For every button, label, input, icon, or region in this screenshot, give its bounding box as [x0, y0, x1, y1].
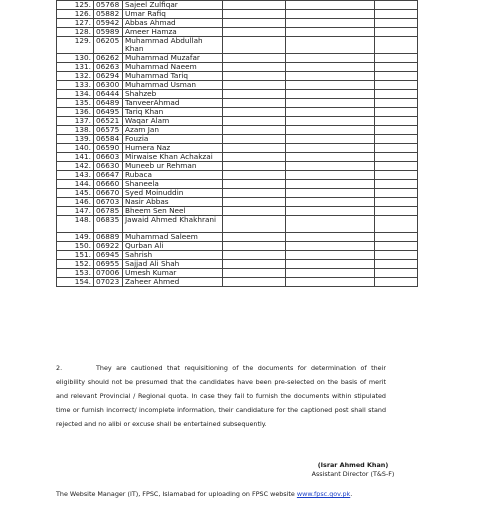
empty-cell	[223, 10, 286, 19]
footer-text: The Website Manager (IT), FPSC, Islamabad for uploading on FPSC website	[56, 490, 297, 498]
serial-number-cell: 141.	[57, 153, 94, 162]
empty-cell	[286, 108, 375, 117]
table-row	[57, 99, 418, 108]
empty-cell	[286, 63, 375, 72]
empty-cell	[286, 153, 375, 162]
paragraph-text: They are cautioned that requisitioning of the documents for determination of their eligibility should not be presumed that the candidates have been pre-selected on the basis of merit and relevant Provincial / Regional quota. In case they fail to furnish the documents within stipulated time or furnish incorrect/ incomplete information, their candidature for the captioned post shall stand rejected and no alibi or excuse shall be entertained subsequently.	[56, 364, 386, 428]
roll-number-cell: 06489	[94, 99, 123, 108]
table-row	[57, 180, 418, 189]
table-row	[57, 19, 418, 28]
empty-cell	[375, 278, 418, 287]
empty-cell	[286, 117, 375, 126]
empty-cell	[223, 1, 286, 10]
empty-cell	[375, 10, 418, 19]
website-link[interactable]: www.fpsc.gov.pk	[296, 490, 351, 498]
empty-cell	[375, 81, 418, 90]
empty-cell	[286, 135, 375, 144]
candidate-name-cell: Fouzia	[123, 135, 223, 144]
empty-cell	[223, 144, 286, 153]
candidate-name-cell: Sajeel Zulfiqar	[123, 1, 223, 10]
table-row	[57, 242, 418, 251]
empty-cell	[286, 278, 375, 287]
serial-number-cell: 152.	[57, 260, 94, 269]
candidate-name-cell: Ameer Hamza	[123, 28, 223, 37]
signatory-name: (Israr Ahmed Khan)	[317, 461, 389, 469]
empty-cell	[375, 198, 418, 207]
roll-number-cell: 06670	[94, 189, 123, 198]
empty-cell	[286, 10, 375, 19]
empty-cell	[223, 180, 286, 189]
empty-cell	[223, 54, 286, 63]
table-row	[57, 207, 418, 216]
serial-number-cell: 149.	[57, 233, 94, 242]
empty-cell	[286, 81, 375, 90]
empty-cell	[286, 162, 375, 171]
empty-cell	[286, 126, 375, 135]
table-row	[57, 72, 418, 81]
roll-number-cell: 06263	[94, 63, 123, 72]
empty-cell	[223, 269, 286, 278]
serial-number-cell: 146.	[57, 198, 94, 207]
table-row	[57, 63, 418, 72]
serial-number-cell: 136.	[57, 108, 94, 117]
empty-cell	[223, 216, 286, 233]
serial-number-cell: 153.	[57, 269, 94, 278]
empty-cell	[223, 37, 286, 54]
empty-cell	[375, 269, 418, 278]
caution-paragraph	[56, 361, 386, 431]
signature-block	[305, 461, 401, 479]
serial-number-cell: 125.	[57, 1, 94, 10]
empty-cell	[375, 144, 418, 153]
empty-cell	[286, 90, 375, 99]
serial-number-cell: 130.	[57, 54, 94, 63]
empty-cell	[375, 37, 418, 54]
candidate-name-cell: Muhammad Muzafar	[123, 54, 223, 63]
empty-cell	[223, 28, 286, 37]
serial-number-cell: 126.	[57, 10, 94, 19]
serial-number-cell: 143.	[57, 171, 94, 180]
empty-cell	[375, 90, 418, 99]
empty-cell	[223, 117, 286, 126]
table-row	[57, 135, 418, 144]
table-row	[57, 162, 418, 171]
table-row	[57, 144, 418, 153]
empty-cell	[223, 260, 286, 269]
serial-number-cell: 128.	[57, 28, 94, 37]
roll-number-cell: 06300	[94, 81, 123, 90]
empty-cell	[223, 233, 286, 242]
table-row	[57, 278, 418, 287]
serial-number-cell: 131.	[57, 63, 94, 72]
serial-number-cell: 127.	[57, 19, 94, 28]
serial-number-cell: 151.	[57, 251, 94, 260]
empty-cell	[223, 81, 286, 90]
serial-number-cell: 145.	[57, 189, 94, 198]
candidate-name-cell: Shahzeb	[123, 90, 223, 99]
roll-number-cell: 06575	[94, 126, 123, 135]
roll-number-cell: 05882	[94, 10, 123, 19]
table-row	[57, 54, 418, 63]
roll-number-cell: 06889	[94, 233, 123, 242]
candidate-name-cell: Mirwaise Khan Achakzai	[123, 153, 223, 162]
empty-cell	[223, 251, 286, 260]
empty-cell	[286, 19, 375, 28]
table-row	[57, 90, 418, 99]
empty-cell	[223, 63, 286, 72]
empty-cell	[375, 216, 418, 233]
candidate-name-cell: Muhammad Naeem	[123, 63, 223, 72]
roll-number-cell: 06630	[94, 162, 123, 171]
roll-number-cell: 06521	[94, 117, 123, 126]
serial-number-cell: 139.	[57, 135, 94, 144]
serial-number-cell: 154.	[57, 278, 94, 287]
candidate-name-cell: Nasir Abbas	[123, 198, 223, 207]
empty-cell	[223, 198, 286, 207]
roll-number-cell: 05768	[94, 1, 123, 10]
serial-number-cell: 150.	[57, 242, 94, 251]
table-row	[57, 28, 418, 37]
candidate-name-cell: Syed Moinuddin	[123, 189, 223, 198]
signatory-designation: Assistant Director (T&S-F)	[311, 470, 395, 478]
empty-cell	[375, 162, 418, 171]
roll-number-cell: 06262	[94, 54, 123, 63]
empty-cell	[375, 180, 418, 189]
candidate-name-cell: Zaheer Ahmed	[123, 278, 223, 287]
roll-number-cell: 06590	[94, 144, 123, 153]
empty-cell	[286, 72, 375, 81]
candidate-name-cell: Muneeb ur Rehman	[123, 162, 223, 171]
table-row	[57, 171, 418, 180]
roll-number-cell: 05989	[94, 28, 123, 37]
empty-cell	[286, 242, 375, 251]
empty-cell	[286, 269, 375, 278]
roll-number-cell: 06945	[94, 251, 123, 260]
roll-number-cell: 07006	[94, 269, 123, 278]
empty-cell	[286, 28, 375, 37]
paragraph-number: 2.	[56, 364, 63, 372]
empty-cell	[375, 117, 418, 126]
empty-cell	[286, 99, 375, 108]
empty-cell	[375, 126, 418, 135]
empty-cell	[375, 63, 418, 72]
empty-cell	[223, 171, 286, 180]
empty-cell	[286, 54, 375, 63]
empty-cell	[375, 1, 418, 10]
roll-number-cell: 05942	[94, 19, 123, 28]
candidate-name-cell: Muhammad Usman	[123, 81, 223, 90]
serial-number-cell: 148.	[57, 216, 94, 233]
candidate-name-cell: Waqar Alam	[123, 117, 223, 126]
empty-cell	[286, 1, 375, 10]
table-row	[57, 269, 418, 278]
candidate-name-cell: Muhammad Tariq	[123, 72, 223, 81]
empty-cell	[375, 233, 418, 242]
serial-number-cell: 132.	[57, 72, 94, 81]
empty-cell	[286, 233, 375, 242]
serial-number-cell: 129.	[57, 37, 94, 54]
roll-number-cell: 06444	[94, 90, 123, 99]
roll-number-cell: 06205	[94, 37, 123, 54]
empty-cell	[375, 207, 418, 216]
empty-cell	[223, 90, 286, 99]
empty-cell	[375, 19, 418, 28]
candidates-table	[56, 0, 418, 287]
table-row	[57, 1, 418, 10]
empty-cell	[286, 216, 375, 233]
serial-number-cell: 138.	[57, 126, 94, 135]
candidate-name-cell: Shaneela	[123, 180, 223, 189]
empty-cell	[375, 28, 418, 37]
empty-cell	[223, 242, 286, 251]
empty-cell	[223, 72, 286, 81]
roll-number-cell: 06584	[94, 135, 123, 144]
table-row	[57, 153, 418, 162]
empty-cell	[286, 144, 375, 153]
empty-cell	[375, 242, 418, 251]
table-row	[57, 10, 418, 19]
empty-cell	[375, 54, 418, 63]
candidate-name-cell: Sajjad Ali Shah	[123, 260, 223, 269]
empty-cell	[286, 260, 375, 269]
empty-cell	[286, 189, 375, 198]
empty-cell	[375, 189, 418, 198]
empty-cell	[286, 37, 375, 54]
serial-number-cell: 147.	[57, 207, 94, 216]
candidate-name-cell: Muhammad Saleem	[123, 233, 223, 242]
empty-cell	[223, 99, 286, 108]
candidate-name-cell: Qurban Ali	[123, 242, 223, 251]
empty-cell	[375, 171, 418, 180]
roll-number-cell: 06294	[94, 72, 123, 81]
empty-cell	[375, 108, 418, 117]
empty-cell	[375, 251, 418, 260]
candidate-name-cell: Bheem Sen Neel	[123, 207, 223, 216]
serial-number-cell: 137.	[57, 117, 94, 126]
table-row	[57, 126, 418, 135]
table-row	[57, 233, 418, 242]
empty-cell	[223, 153, 286, 162]
table-row	[57, 189, 418, 198]
empty-cell	[286, 207, 375, 216]
roll-number-cell: 06922	[94, 242, 123, 251]
serial-number-cell: 144.	[57, 180, 94, 189]
table-row	[57, 117, 418, 126]
empty-cell	[223, 162, 286, 171]
candidate-name-cell: Muhammad Abdullah Khan	[123, 37, 223, 54]
empty-cell	[375, 260, 418, 269]
empty-cell	[286, 251, 375, 260]
candidate-name-cell: Abbas Ahmad	[123, 19, 223, 28]
table-row	[57, 108, 418, 117]
empty-cell	[375, 99, 418, 108]
table-row	[57, 198, 418, 207]
candidate-name-cell: Tariq Khan	[123, 108, 223, 117]
candidate-name-cell: Rubaca	[123, 171, 223, 180]
serial-number-cell: 142.	[57, 162, 94, 171]
table-row	[57, 216, 418, 233]
candidates-table-body	[57, 1, 418, 287]
empty-cell	[286, 180, 375, 189]
candidate-name-cell: Jawaid Ahmed Khakhrani	[123, 216, 223, 233]
roll-number-cell: 06703	[94, 198, 123, 207]
empty-cell	[286, 171, 375, 180]
candidate-name-cell: Umesh Kumar	[123, 269, 223, 278]
serial-number-cell: 134.	[57, 90, 94, 99]
serial-number-cell: 140.	[57, 144, 94, 153]
empty-cell	[375, 153, 418, 162]
table-row	[57, 37, 418, 54]
roll-number-cell: 07023	[94, 278, 123, 287]
empty-cell	[223, 108, 286, 117]
table-row	[57, 81, 418, 90]
empty-cell	[375, 72, 418, 81]
table-row	[57, 251, 418, 260]
empty-cell	[223, 19, 286, 28]
roll-number-cell: 06495	[94, 108, 123, 117]
empty-cell	[223, 126, 286, 135]
roll-number-cell: 06955	[94, 260, 123, 269]
footer-end: .	[350, 490, 353, 498]
empty-cell	[223, 135, 286, 144]
roll-number-cell: 06835	[94, 216, 123, 233]
empty-cell	[375, 135, 418, 144]
serial-number-cell: 135.	[57, 99, 94, 108]
candidate-name-cell: Humera Naz	[123, 144, 223, 153]
candidate-name-cell: TanveerAhmad	[123, 99, 223, 108]
footer-note	[56, 490, 352, 499]
roll-number-cell: 06603	[94, 153, 123, 162]
empty-cell	[223, 189, 286, 198]
roll-number-cell: 06660	[94, 180, 123, 189]
roll-number-cell: 06785	[94, 207, 123, 216]
table-row	[57, 260, 418, 269]
empty-cell	[286, 198, 375, 207]
candidate-name-cell: Azam Jan	[123, 126, 223, 135]
roll-number-cell: 06647	[94, 171, 123, 180]
candidate-name-cell: Umar Rafiq	[123, 10, 223, 19]
empty-cell	[223, 278, 286, 287]
serial-number-cell: 133.	[57, 81, 94, 90]
empty-cell	[223, 207, 286, 216]
candidate-name-cell: Sahrish	[123, 251, 223, 260]
